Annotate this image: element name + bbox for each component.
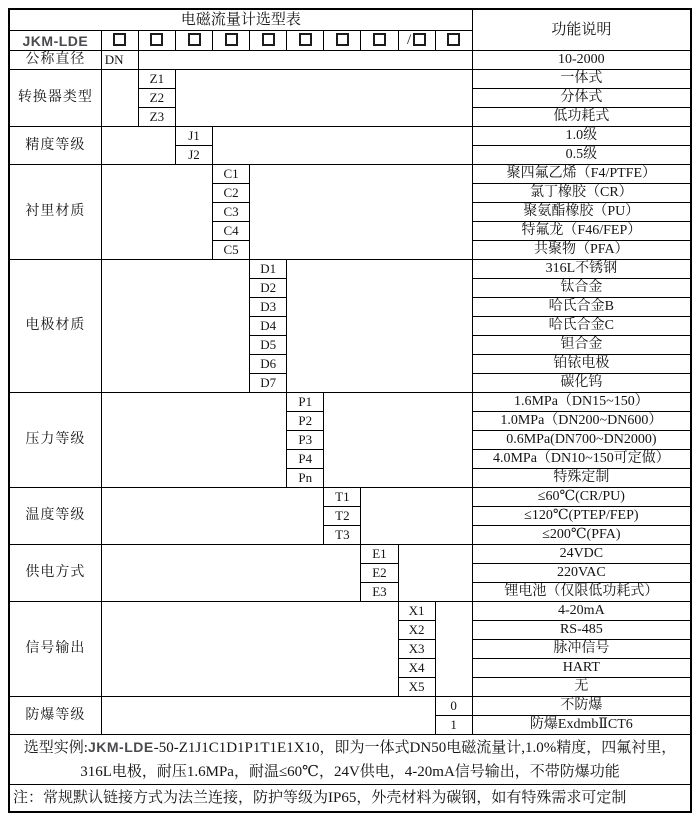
section-label-signal: 信号输出 xyxy=(9,602,101,697)
table-row xyxy=(9,697,691,716)
code-cell: X4 xyxy=(398,659,435,678)
desc-cell: 低功耗式 xyxy=(472,108,691,127)
desc-cell: 脉冲信号 xyxy=(472,640,691,659)
desc-cell: 4.0MPa（DN10~150可定做） xyxy=(472,450,691,469)
code-cell: C3 xyxy=(213,203,250,222)
code-cell: X1 xyxy=(398,602,435,621)
spacer-cell xyxy=(101,393,286,488)
code-cell: D5 xyxy=(250,336,287,355)
spacer-cell xyxy=(101,602,398,697)
section-label-converter: 转换器类型 xyxy=(9,70,101,127)
table-title: 电磁流量计选型表 xyxy=(9,9,472,31)
selection-table xyxy=(8,8,692,813)
spacer-cell xyxy=(398,545,472,602)
code-cell: C2 xyxy=(213,184,250,203)
checkbox-icon xyxy=(373,33,386,46)
desc-cell: 0.6MPa(DN700~DN2000) xyxy=(472,431,691,450)
spacer-cell xyxy=(175,70,472,127)
spacer-cell xyxy=(250,165,473,260)
code-cell: J2 xyxy=(175,146,212,165)
code-cell: J1 xyxy=(175,127,212,146)
spacer-cell xyxy=(101,488,324,545)
function-header: 功能说明 xyxy=(472,9,691,51)
checkbox-icon xyxy=(336,33,349,46)
desc-cell: 不防爆 xyxy=(472,697,691,716)
spacer-cell xyxy=(101,165,212,260)
note-row xyxy=(9,785,691,813)
code-cell: X2 xyxy=(398,621,435,640)
desc-cell: 共聚物（PFA） xyxy=(472,241,691,260)
checkbox-icon xyxy=(299,33,312,46)
table-row xyxy=(9,127,691,146)
example-line-1 xyxy=(10,735,690,760)
code-cell: P3 xyxy=(287,431,324,450)
table-row xyxy=(9,70,691,89)
example-brand: JKM-LDE xyxy=(87,739,154,755)
desc-cell: 一体式 xyxy=(472,70,691,89)
model-prefix: JKM-LDE xyxy=(9,31,101,51)
example-line-2: 316L电极，耐压1.6MPa，耐温≤60℃，24V供电，4-20mA信号输出，不带防爆功能 xyxy=(80,764,620,780)
desc-cell: 316L不锈钢 xyxy=(472,260,691,279)
desc-cell: HART xyxy=(472,659,691,678)
desc-cell: 220VAC xyxy=(472,564,691,583)
desc-cell: ≤60℃(CR/PU) xyxy=(472,488,691,507)
spacer-cell xyxy=(324,393,472,488)
checkbox-icon xyxy=(447,33,460,46)
section-label-explosion: 防爆等级 xyxy=(9,697,101,735)
checkbox-icon xyxy=(262,33,275,46)
table-row xyxy=(9,165,691,184)
checkbox-cell xyxy=(213,31,250,51)
checkbox-cell xyxy=(435,31,472,51)
section-label-temperature: 温度等级 xyxy=(9,488,101,545)
code-cell: D7 xyxy=(250,374,287,393)
desc-cell: 分体式 xyxy=(472,89,691,108)
code-cell: E3 xyxy=(361,583,398,602)
desc-cell: ≤120℃(PTEP/FEP) xyxy=(472,507,691,526)
section-label-power: 供电方式 xyxy=(9,545,101,602)
code-cell: T3 xyxy=(324,526,361,545)
spacer-cell xyxy=(213,127,473,165)
desc-cell: 1.0级 xyxy=(472,127,691,146)
checkbox-cell xyxy=(250,31,287,51)
code-cell: X3 xyxy=(398,640,435,659)
table-row xyxy=(9,51,691,70)
desc-cell: ≤200℃(PFA) xyxy=(472,526,691,545)
checkbox-cell xyxy=(138,31,175,51)
desc-cell: 特殊定制 xyxy=(472,469,691,488)
code-cell: T1 xyxy=(324,488,361,507)
code-cell: C4 xyxy=(213,222,250,241)
desc-cell: RS-485 xyxy=(472,621,691,640)
code-cell: E2 xyxy=(361,564,398,583)
desc-cell: 钽合金 xyxy=(472,336,691,355)
desc-cell: 聚四氟乙烯（F4/PTFE） xyxy=(472,165,691,184)
code-cell: P2 xyxy=(287,412,324,431)
spacer-cell xyxy=(101,545,361,602)
spacer-cell xyxy=(287,260,472,393)
desc-cell: 铂铱电极 xyxy=(472,355,691,374)
section-label-pressure: 压力等级 xyxy=(9,393,101,488)
example-cell xyxy=(9,735,691,785)
desc-cell: 防爆ExdmbⅡCT6 xyxy=(472,716,691,735)
table-row xyxy=(9,9,691,31)
code-cell: 0 xyxy=(435,697,472,716)
code-cell: Z3 xyxy=(138,108,175,127)
code-cell: C5 xyxy=(213,241,250,260)
spacer-cell xyxy=(101,70,138,127)
checkbox-cell xyxy=(324,31,361,51)
code-cell: DN xyxy=(101,51,138,70)
section-label-diameter: 公称直径 xyxy=(9,51,101,70)
table-row xyxy=(9,545,691,564)
desc-cell: 0.5级 xyxy=(472,146,691,165)
example-code-text: -50-Z1J1C1D1P1T1E1X10，即为一体式DN50电磁流量计,1.0%精度，四氟衬里， xyxy=(153,740,677,756)
example-row xyxy=(9,735,691,785)
code-cell: Pn xyxy=(287,469,324,488)
checkbox-icon xyxy=(113,33,126,46)
code-cell: P4 xyxy=(287,450,324,469)
spacer-cell xyxy=(435,602,472,697)
spacer-cell xyxy=(361,488,472,545)
checkbox-icon xyxy=(188,33,201,46)
code-cell: D2 xyxy=(250,279,287,298)
spacer-cell xyxy=(101,697,435,735)
desc-cell: 锂电池（仅限低功耗式） xyxy=(472,583,691,602)
code-cell: Z1 xyxy=(138,70,175,89)
slash-separator: / xyxy=(406,32,412,48)
code-cell: D3 xyxy=(250,298,287,317)
code-cell: 1 xyxy=(435,716,472,735)
spacer-cell xyxy=(101,127,175,165)
spacer-cell xyxy=(101,260,249,393)
note-cell: 注：常规默认链接方式为法兰连接，防护等级为IP65，外壳材料为碳钢，如有特殊需求可定制 xyxy=(9,785,691,813)
code-cell: D4 xyxy=(250,317,287,336)
table-row xyxy=(9,393,691,412)
section-label-electrode: 电极材质 xyxy=(9,260,101,393)
checkbox-cell xyxy=(175,31,212,51)
desc-cell: 24VDC xyxy=(472,545,691,564)
section-label-accuracy: 精度等级 xyxy=(9,127,101,165)
code-cell: P1 xyxy=(287,393,324,412)
checkbox-icon xyxy=(150,33,163,46)
desc-cell: 碳化钨 xyxy=(472,374,691,393)
checkbox-icon xyxy=(225,33,238,46)
desc-cell: 1.0MPa（DN200~DN600） xyxy=(472,412,691,431)
code-cell: D6 xyxy=(250,355,287,374)
desc-cell: 聚氨酯橡胶（PU） xyxy=(472,203,691,222)
table-row xyxy=(9,260,691,279)
desc-cell: 钛合金 xyxy=(472,279,691,298)
desc-cell: 氯丁橡胶（CR） xyxy=(472,184,691,203)
code-cell: X5 xyxy=(398,678,435,697)
desc-cell: 无 xyxy=(472,678,691,697)
code-cell: C1 xyxy=(213,165,250,184)
desc-cell: 特氟龙（F46/FEP） xyxy=(472,222,691,241)
checkbox-cell xyxy=(101,31,138,51)
spacer-cell xyxy=(138,51,472,70)
desc-cell: 10-2000 xyxy=(472,51,691,70)
checkbox-icon xyxy=(413,33,426,46)
code-cell: Z2 xyxy=(138,89,175,108)
example-prefix: 选型实例: xyxy=(23,740,88,756)
desc-cell: 哈氏合金C xyxy=(472,317,691,336)
code-cell: E1 xyxy=(361,545,398,564)
code-cell: D1 xyxy=(250,260,287,279)
table-row xyxy=(9,488,691,507)
desc-cell: 哈氏合金B xyxy=(472,298,691,317)
checkbox-cell xyxy=(287,31,324,51)
desc-cell: 1.6MPa（DN15~150） xyxy=(472,393,691,412)
checkbox-cell-slash xyxy=(398,31,435,51)
section-label-lining: 衬里材质 xyxy=(9,165,101,260)
checkbox-cell xyxy=(361,31,398,51)
table-row xyxy=(9,602,691,621)
desc-cell: 4-20mA xyxy=(472,602,691,621)
code-cell: T2 xyxy=(324,507,361,526)
